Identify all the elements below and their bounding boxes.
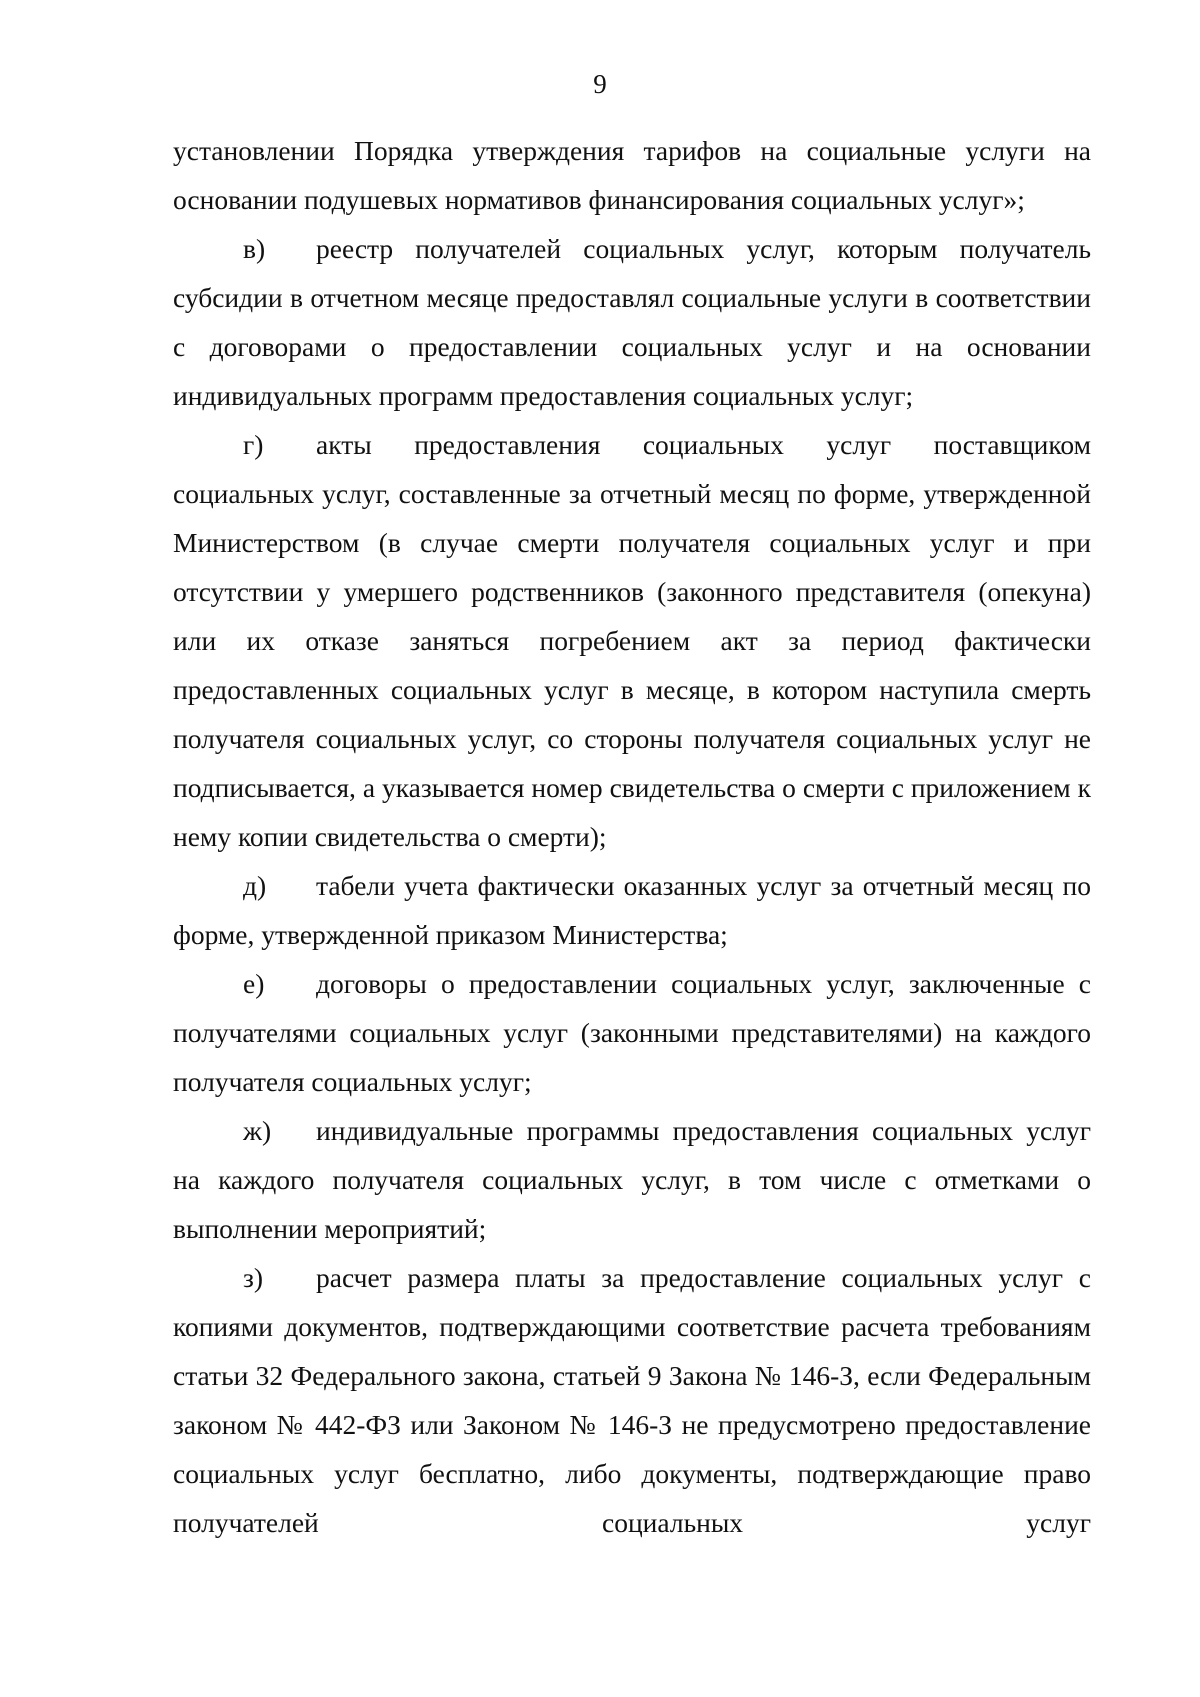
list-marker: д) [243, 870, 267, 901]
list-item-d [173, 861, 1091, 959]
list-marker: з) [243, 1262, 264, 1293]
list-marker: г) [243, 429, 264, 460]
list-item-text: табели учета фактически оказанных услуг за отчетный месяц по форме, утвержденной приказом Министерства; [173, 870, 1091, 950]
list-item-text: расчет размера платы за предоставление социальных услуг с копиями документов, подтверждающими соответствие расчета требованиям статьи 32 Федерального закона, статьей 9 Закона № 146-З, если Федеральным законом № 442-ФЗ или Законом № 146-З не предусмотрено предоставление социальных услуг бесплатно, либо документы, подтверждающие право получателей социальных услуг [173, 1262, 1091, 1538]
list-item-text: договоры о предоставлении социальных услуг, заключенные с получателями социальных услуг (законными представителями) на каждого получателя социальных услуг; [173, 968, 1091, 1097]
list-marker: ж) [243, 1115, 272, 1146]
list-item-text: индивидуальные программы предоставления социальных услуг на каждого получателя социальных услуг, в том числе с отметками о выполнении мероприятий; [173, 1115, 1091, 1244]
list-item-text: реестр получателей социальных услуг, которым получатель субсидии в отчетном месяце предоставлял социальные услуги в соответствии с договорами о предоставлении социальных услуг и на основании индивидуальных программ предоставления социальных услуг; [173, 233, 1091, 411]
list-item-zh [173, 1106, 1091, 1253]
list-item-text: акты предоставления социальных услуг поставщиком социальных услуг, составленные за отчетный месяц по форме, утвержденной Министерством (в случае смерти получателя социальных услуг и при отсутствии у умершего родственников (законного представителя (опекуна) или их отказе заняться погребением акт за период фактически предоставленных социальных услуг в месяце, в котором наступила смерть получателя социальных услуг, со стороны получателя социальных услуг не подписывается, а указывается номер свидетельства о смерти с приложением к нему копии свидетельства о смерти); [173, 429, 1091, 852]
document-body [173, 126, 1091, 1547]
page-number: 9 [593, 69, 607, 99]
list-item-v [173, 224, 1091, 420]
paragraph-continuation [173, 126, 1091, 224]
list-item-z [173, 1253, 1091, 1547]
list-item-e [173, 959, 1091, 1106]
list-marker: в) [243, 233, 266, 264]
list-marker: е) [243, 968, 265, 999]
paragraph-text: установлении Порядка утверждения тарифов на социальные услуги на основании подушевых нормативов финансирования социальных услуг»; [173, 135, 1091, 215]
list-item-g [173, 420, 1091, 861]
